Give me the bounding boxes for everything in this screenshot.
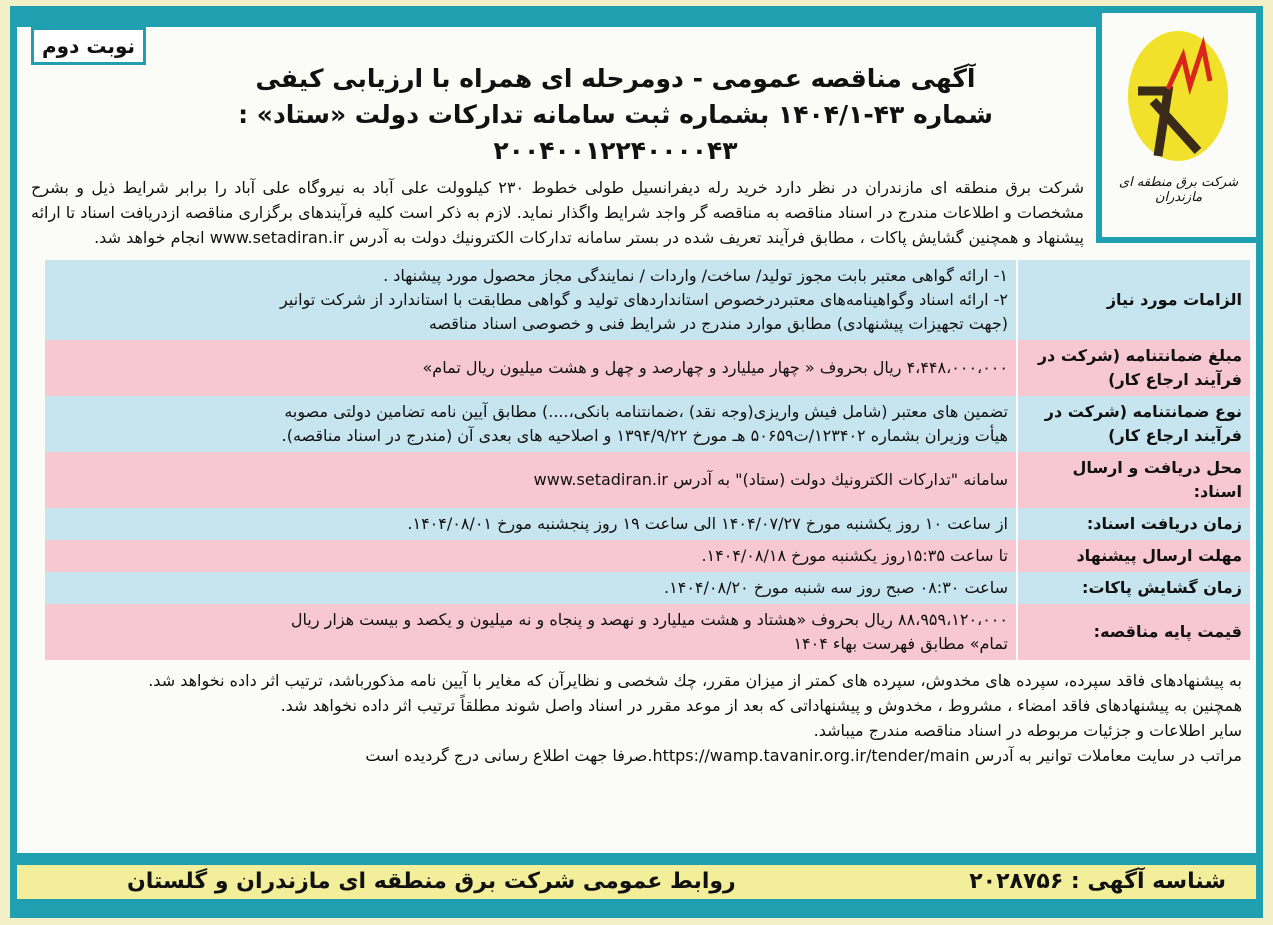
page-title bbox=[147, 61, 1256, 169]
row-label: محل دریافت و ارسال اسناد: bbox=[1072, 458, 1242, 501]
row-value bbox=[45, 508, 1018, 540]
row-value bbox=[45, 340, 1018, 396]
row-value-line: تضمین های معتبر (شامل فیش واریزی(وجه نقد) ،ضمانتنامه بانکی،....) مطابق آیین نامه تضامین دولتی مصوبه bbox=[284, 402, 1008, 421]
intro-line: سامانه تدارکات الکترونیك دولت به آدرس bbox=[349, 228, 622, 247]
row-value-line: تا ساعت ۱۵:۳۵روز یکشنبه مورخ ۱۴۰۴/۰۸/۱۸. bbox=[701, 546, 1008, 565]
row-value bbox=[45, 540, 1018, 572]
setad-link[interactable]: www.setadiran.ir bbox=[209, 228, 345, 247]
table-row bbox=[45, 340, 1250, 396]
footer-bar bbox=[17, 853, 1256, 911]
row-label: مهلت ارسال پیشنهاد bbox=[1076, 546, 1242, 565]
table-row bbox=[45, 396, 1250, 452]
ad-header bbox=[17, 13, 1256, 250]
table-row bbox=[45, 452, 1250, 508]
row-value-line: ۱- ارائه گواهی معتبر بابت مجوز تولید/ ساخت/ واردات / نمایندگی مجاز محصول مورد پیشنهاد . bbox=[383, 266, 1008, 285]
intro-text bbox=[17, 175, 1256, 250]
ad-id: شناسه آگهی : ۲۰۲۸۷۵۶ bbox=[969, 869, 1226, 894]
row-value bbox=[45, 396, 1018, 452]
row-value-line: ۸۸،۹۵۹،۱۲۰،۰۰۰ ریال بحروف «هشتاد و هشت میلیارد و نهصد و پنجاه و نه میلیون و یکصد و بیست هزار ریال bbox=[290, 610, 1008, 629]
row-value bbox=[45, 604, 1018, 660]
logo-company-name: شرکت برق منطقه ای مازندران bbox=[1118, 175, 1239, 205]
row-label: نوع ضمانتنامه (شرکت در فرآیند ارجاع کار) bbox=[1044, 402, 1242, 445]
row-value bbox=[45, 452, 1018, 508]
note-line: سایر اطلاعات و جزئیات مربوطه در اسناد مناقصه مندرج میباشد. bbox=[813, 721, 1242, 740]
top-border bbox=[17, 13, 1096, 27]
intro-paragraph: شرکت برق منطقه ای مازندران در نظر دارد خرید رله دیفرانسیل طولی خطوط ۲۳۰ کیلوولت علی آباد به نیروگاه علی آباد را برابر شرایط ذیل و بشرح مشخصات و اطلاعات مندرج در اسناد مناقصه به مناقصه گر واجد شرایط واگذار نماید. لازم به ذکر است bbox=[31, 178, 1084, 222]
note-line: به پیشنهادهای فاقد سپرده، سپرده های مخدوش، سپرده های کمتر از میزان مقرر، چك شخصی و نظایرآن که مغایر با آیین نامه مذکورباشد، ترتیب اثر داده نخواهد شد. bbox=[148, 671, 1242, 690]
logo-emblem-icon bbox=[1128, 31, 1228, 161]
tender-ad bbox=[10, 6, 1263, 918]
row-value-line: سامانه "تدارکات الکترونیك دولت (ستاد)" به آدرس www.setadiran.ir bbox=[533, 470, 1008, 489]
publisher: روابط عمومی شرکت برق منطقه ای مازندران و گلستان bbox=[127, 869, 736, 894]
table-row bbox=[45, 260, 1250, 340]
intro-line: انجام خواهد شد. bbox=[94, 228, 205, 247]
row-value-line: ۲- ارائه اسناد وگواهینامه‌های معتبردرخصوص استانداردهای تولید و گواهی مطابقت با استاندارد از شرکت توانیر bbox=[280, 290, 1008, 309]
row-value-line: هیأت وزیران بشماره ۱۲۳۴۰۲/ت۵۰۶۵۹ هـ مورخ ۱۳۹۴/۹/۲۲ و اصلاحیه های بعدی آن (مندرج در اسناد مناقصه). bbox=[281, 426, 1008, 445]
title-line-2: شماره ۴۳-۱۴۰۴/۱ بشماره ثبت سامانه تدارکات دولت «ستاد» : ۲۰۰۴۰۰۱۲۲۴۰۰۰۰۴۳ bbox=[238, 100, 993, 165]
table-row bbox=[45, 508, 1250, 540]
notes bbox=[17, 660, 1256, 778]
row-value-line: ساعت ۰۸:۳۰ صبح روز سه شنبه مورخ ۱۴۰۴/۰۸/۲۰. bbox=[664, 578, 1008, 597]
intro-line: کلیه فرآیندهای برگزاری مناقصه ازدریافت اسناد تا ارائه پیشنهاد و همچنین گشایش پاکات ، مطابق فرآیند تعریف شده در بستر bbox=[31, 203, 1084, 247]
table-row bbox=[45, 604, 1250, 660]
row-value-line: ۴،۴۴۸،۰۰۰،۰۰۰ ریال بحروف « چهار میلیارد و چهارصد و چهل و هشت میلیون ریال تمام» bbox=[422, 358, 1008, 377]
row-label: زمان دریافت اسناد: bbox=[1086, 514, 1242, 533]
row-value bbox=[45, 260, 1018, 340]
row-label: مبلغ ضمانتنامه (شرکت در فرآیند ارجاع کار) bbox=[1037, 346, 1242, 389]
company-logo bbox=[1096, 13, 1256, 243]
table-row bbox=[45, 540, 1250, 572]
row-value-line: تمام» مطابق فهرست بهاء ۱۴۰۴ bbox=[793, 634, 1008, 653]
issue-badge: نوبت دوم bbox=[31, 27, 146, 65]
title-line-1: آگهی مناقصه عمومی - دومرحله ای همراه با ارزیابی کیفی bbox=[255, 64, 976, 93]
note-line: همچنین به پیشنهادهای فاقد امضاء ، مشروط ، مخدوش و پیشنهاداتی که بعد از موعد مقرر در اسناد واصل شوند مطلقاً ترتیب اثر داده نخواهد شد. bbox=[280, 696, 1242, 715]
tender-details-table bbox=[45, 260, 1250, 660]
note-line: مراتب در سایت معاملات توانیر به آدرس https://wamp.tavanir.org.ir/tender/main.صرفا جهت اطلاع رسانی درج گردیده است bbox=[365, 746, 1242, 765]
row-value bbox=[45, 572, 1018, 604]
row-value-line: از ساعت ۱۰ روز یکشنبه مورخ ۱۴۰۴/۰۷/۲۷ الی ساعت ۱۹ روز پنجشنبه مورخ ۱۴۰۴/۰۸/۰۱. bbox=[407, 514, 1008, 533]
row-label: قیمت پایه مناقصه: bbox=[1093, 622, 1242, 641]
row-label: الزامات مورد نیاز bbox=[1106, 290, 1242, 309]
row-label: زمان گشایش پاکات: bbox=[1082, 578, 1242, 597]
table-row bbox=[45, 572, 1250, 604]
row-value-line: (جهت تجهیزات پیشنهادی) مطابق موارد مندرج در شرایط فنی و خصوصی اسناد مناقصه bbox=[428, 314, 1008, 333]
